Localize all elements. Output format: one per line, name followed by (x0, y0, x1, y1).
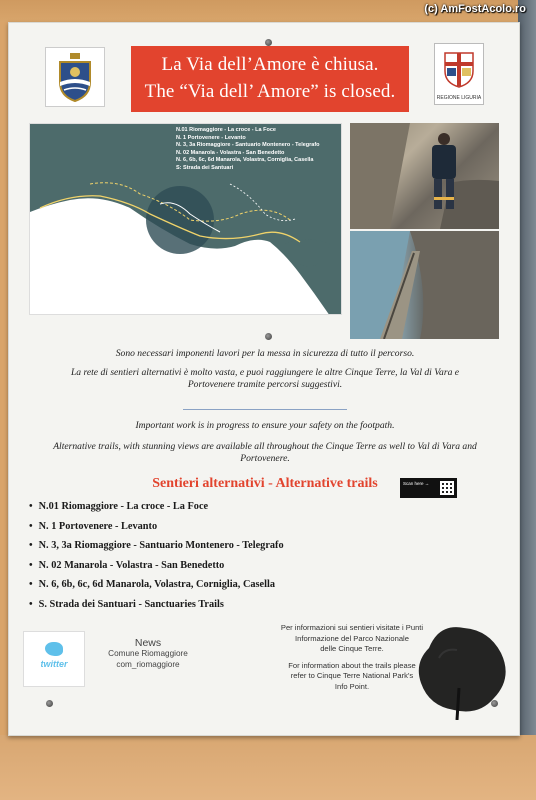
alternative-trails-heading: Sentieri alternativi - Alternative trails (152, 476, 378, 491)
closure-poster (8, 22, 520, 736)
black-graffiti-mark (409, 618, 513, 720)
info-line: refer to Cinque Terre National Park's (290, 671, 414, 680)
news-line: com_riomaggiore (116, 659, 180, 669)
screw-icon (265, 333, 272, 340)
cliff-path-photo (350, 231, 499, 339)
trail-list-item: • N. 1 Portovenere - Levanto (29, 517, 389, 537)
map-legend (176, 127, 320, 173)
map-legend-item: S: Strada dei Santuari (176, 164, 234, 171)
map-legend-item: N.01 Riomaggiore - La croce - La Foce (176, 127, 276, 133)
english-paragraph-line: Alternative trails, with stunning views are available all throughout the Cinque Terre as well to Val di Vara and (53, 441, 477, 452)
screw-icon (265, 39, 272, 46)
italian-paragraph-line: La rete di sentieri alternativi è molto vasta, e puoi raggiungere le altre Cinque Terre, la Val di Vara e (70, 367, 460, 378)
trail-list-item: • N. 02 Manarola - Volastra - San Benedetto (29, 556, 389, 576)
map-legend-item: N. 1 Portovenere - Levanto (176, 134, 246, 141)
news-line: Comune Riomaggiore (108, 649, 188, 658)
qr-code-icon (440, 481, 454, 495)
wall-background-right (518, 0, 536, 800)
map-legend-item: N. 3, 3a Riomaggiore - Santuario Montenero - Telegrafo (176, 142, 320, 149)
twitter-label: twitter (40, 659, 68, 669)
english-paragraph-line: Portovenere. (240, 453, 290, 464)
map-legend-item: N. 6, 6b, 6c, 6d Manarola, Volastra, Corniglia, Casella (176, 157, 314, 164)
trail-list (29, 497, 389, 614)
map-legend-item: N. 02 Manarola - Volastra - San Benedetto (176, 149, 285, 156)
twitter-bird-icon (45, 642, 63, 656)
qr-badge-label: Scan here → (403, 481, 430, 486)
italian-paragraph-line: Sono necessari imponenti lavori per la messa in sicurezza di tutto il percorso. (115, 348, 415, 359)
trail-list-item: • N. 6, 6b, 6c, 6d Manarola, Volastra, Corniglia, Casella (29, 575, 389, 595)
wall-background-bottom (0, 735, 536, 800)
trail-list-item: • S. Strada dei Santuari - Sanctuaries Trails (29, 595, 389, 615)
riomaggiore-crest-logo (45, 47, 105, 107)
news-box (93, 637, 203, 670)
info-line: Informazione del Parco Nazionale (295, 633, 409, 643)
title-italian: La Via dell’Amore è chiusa. (161, 54, 379, 75)
watermark: (c) AmFostAcolo.ro (424, 3, 526, 15)
trail-map (29, 123, 342, 315)
italian-paragraph-line: Portovenere tramite percorsi suggestivi. (187, 379, 343, 390)
twitter-logo (23, 631, 85, 687)
liguria-caption: REGIONE LIGURIA (436, 95, 482, 101)
section-divider (183, 409, 347, 410)
news-title: News (134, 637, 162, 649)
info-line: For information about the trails please (288, 660, 416, 670)
title-english: The “Via dell’ Amore” is closed. (144, 81, 396, 102)
info-line: Per informazioni sui sentieri visitate i Punti (280, 623, 424, 632)
landslide-worker-photo (350, 123, 499, 229)
info-line: Info Point. (334, 681, 370, 691)
trail-list-item: • N.01 Riomaggiore - La croce - La Foce (29, 497, 389, 517)
info-line: delle Cinque Terre. (320, 644, 384, 653)
liguria-region-logo (434, 43, 484, 105)
trail-list-item: • N. 3, 3a Riomaggiore - Santuario Montenero - Telegrafo (29, 536, 389, 556)
screw-icon (46, 700, 53, 707)
closure-title-banner (131, 46, 409, 112)
qr-code-badge (400, 478, 457, 498)
english-paragraph-line: Important work is in progress to ensure your safety on the footpath. (135, 420, 395, 431)
